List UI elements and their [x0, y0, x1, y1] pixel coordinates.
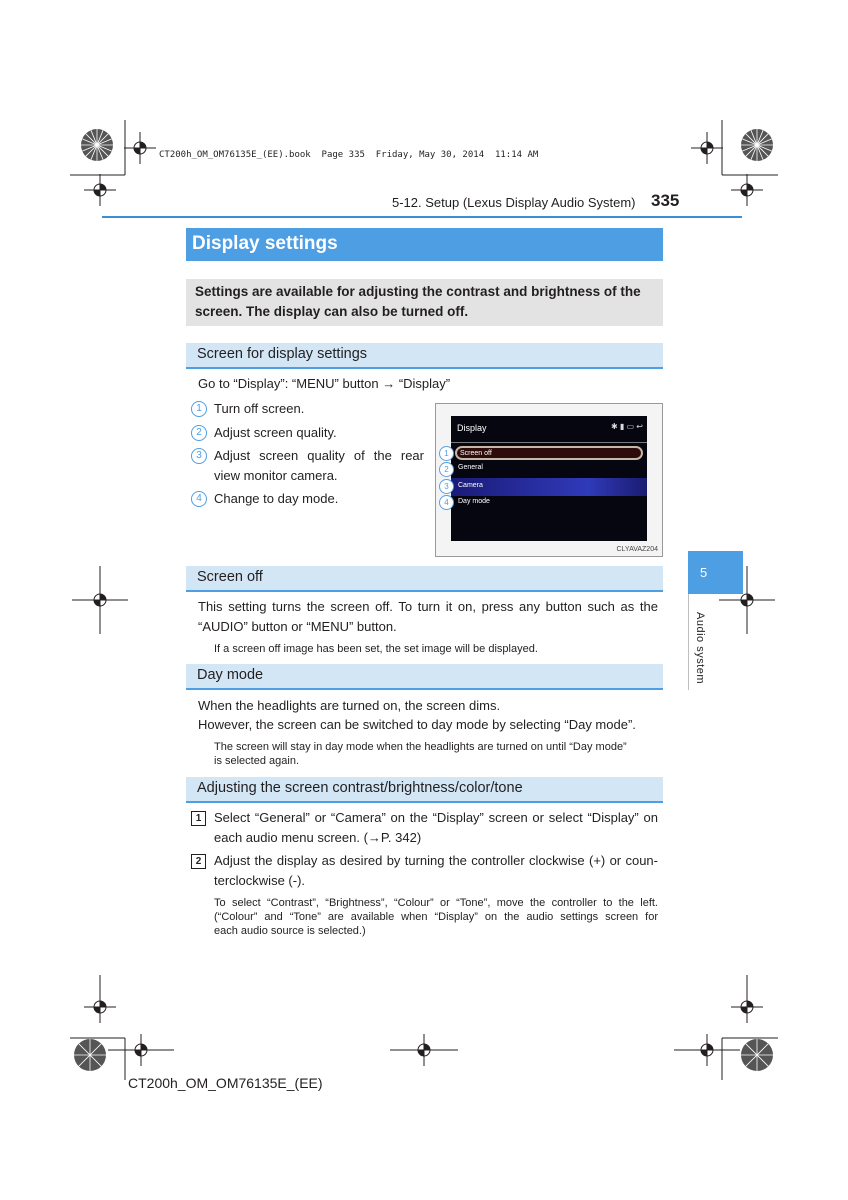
note-text: The screen will stay in day mode when the headlights are turned on until “Day mode” [214, 741, 627, 753]
section-heading-screen-for-display [186, 343, 663, 369]
display-screenshot [435, 403, 663, 557]
menu-item-screen-off: Screen off [455, 446, 643, 460]
callout-number: 4 [191, 491, 207, 507]
paragraph-line: “AUDIO” button or “MENU” button. [198, 619, 397, 634]
section-heading-label: Screen off [197, 569, 263, 585]
section-heading-day-mode [186, 664, 663, 690]
callout-number: 3 [191, 448, 207, 464]
goto-instruction: Go to “Display”: “MENU” button → “Display” [198, 376, 451, 391]
step-text: terclockwise (-). [214, 873, 306, 888]
screenshot-callout: 4 [439, 495, 454, 510]
menu-item-day-mode: Day mode [458, 498, 490, 505]
step-number: 1 [191, 811, 206, 826]
paragraph-line: This setting turns the screen off. To turn it on, press any button such as the [198, 599, 658, 614]
step-text: Select “General” or “Camera” on the “Display” screen or select “Display” on [214, 810, 658, 825]
note-text: (“Colour” and “Tone” are available when “Display” on the audio settings screen for [214, 911, 658, 923]
menu-item-camera: Camera [451, 478, 647, 496]
screen-divider [451, 442, 647, 443]
page-number: 335 [651, 191, 680, 210]
paragraph-line: However, the screen can be switched to day mode by selecting “Day mode”. [198, 717, 636, 732]
section-heading-label: Day mode [197, 667, 264, 683]
list-item-continued: view monitor camera. [214, 468, 338, 483]
page-title: Display settings [192, 233, 338, 254]
list-item: Adjust screen quality. [214, 425, 337, 440]
status-icons: ✱ ▮ ▭ ↩ [610, 422, 643, 431]
screenshot-callout: 2 [439, 462, 454, 477]
section-heading-label: Adjusting the screen contrast/brightness/color/tone [197, 780, 523, 796]
note-text: To select “Contrast”, “Brightness”, “Colour” or “Tone”, move the controller to the left. [214, 897, 658, 909]
page-title-bar [186, 228, 663, 261]
header-rule [102, 216, 742, 218]
chapter-number: 5 [700, 565, 708, 580]
section-heading-adjusting [186, 777, 663, 803]
screenshot-callout: 1 [439, 446, 454, 461]
note-text: is selected again. [214, 755, 299, 767]
chapter-tab [688, 551, 743, 594]
section-heading-screen-off [186, 566, 663, 592]
intro-box [186, 279, 663, 326]
list-item: Adjust screen quality of the rear [214, 448, 424, 463]
section-heading-label: Screen for display settings [197, 346, 368, 362]
image-code: CLYAVAZ204 [616, 546, 658, 553]
screen-title: Display [457, 423, 487, 433]
note-text: If a screen off image has been set, the set image will be displayed. [214, 643, 538, 655]
step-number: 2 [191, 854, 206, 869]
intro-text: Settings are available for adjusting the contrast and brightness of the screen. The display can also be turned off. [195, 284, 641, 319]
chapter-tab-rule [688, 594, 689, 690]
paragraph-line: When the headlights are turned on, the screen dims. [198, 698, 501, 713]
chapter-label: Audio system [694, 612, 706, 685]
list-item: Change to day mode. [214, 491, 339, 506]
display-screen [451, 416, 647, 541]
callout-number: 2 [191, 425, 207, 441]
menu-item-general: General [458, 464, 483, 471]
callout-number: 1 [191, 401, 207, 417]
note-text: each audio source is selected.) [214, 925, 366, 937]
list-item: Turn off screen. [214, 401, 305, 416]
step-text: Adjust the display as desired by turning the controller clockwise (+) or coun- [214, 853, 658, 868]
step-text: each audio menu screen. (→P. 342) [214, 830, 422, 845]
print-info: CT200h_OM_OM76135E_(EE).book Page 335 Friday, May 30, 2014 11:14 AM [159, 150, 539, 160]
footer-code: CT200h_OM_OM76135E_(EE) [128, 1075, 323, 1091]
screenshot-callout: 3 [439, 479, 454, 494]
running-header-section: 5-12. Setup (Lexus Display Audio System) [392, 195, 636, 210]
